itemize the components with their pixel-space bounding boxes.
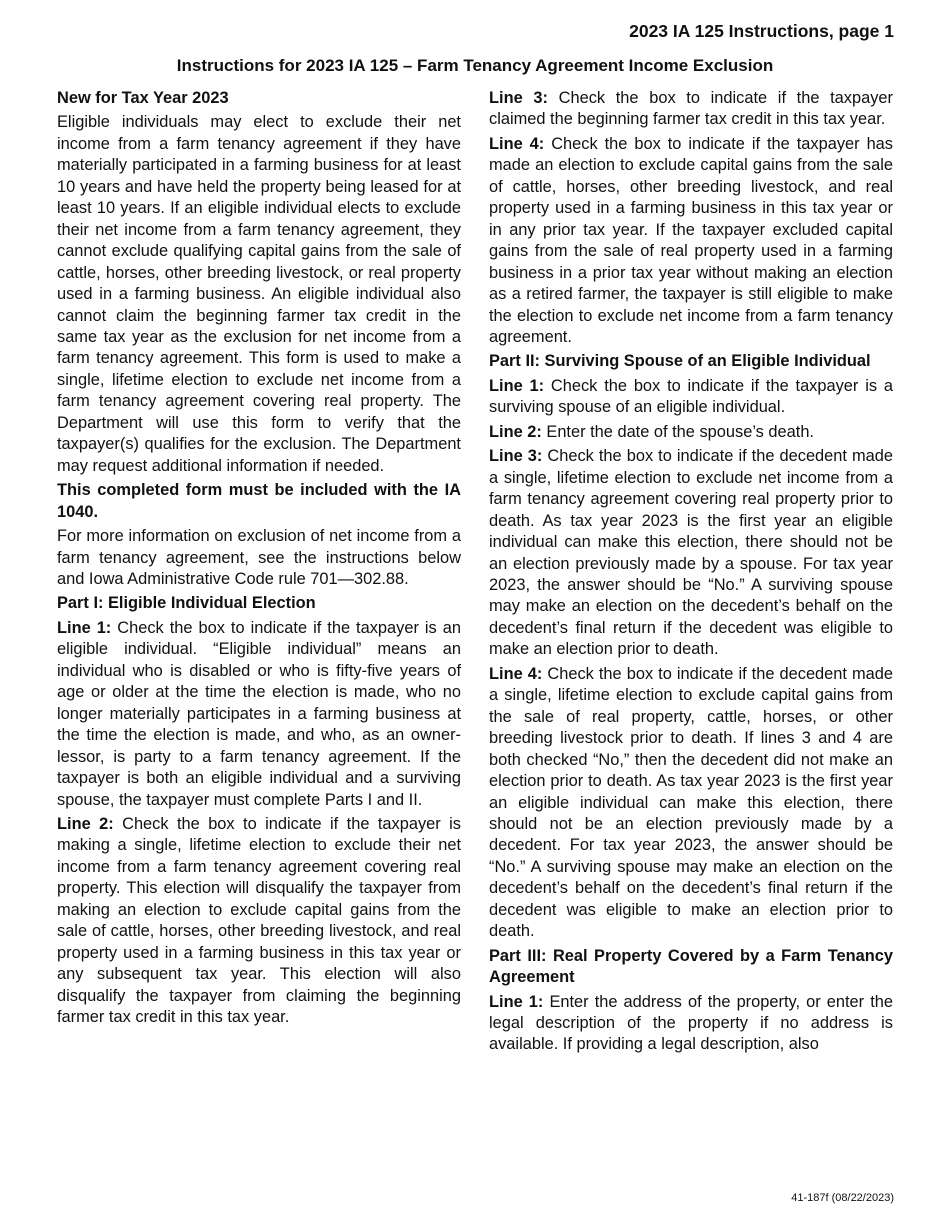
part2-line1-label: Line 1: [489,376,545,395]
part1-line1-paragraph [57,618,461,811]
part1-line2-paragraph [57,814,461,1029]
part2-line1-paragraph [489,376,893,419]
must-include-notice: This completed form must be included with the IA 1040. [57,481,461,521]
part2-line4-text: Check the box to indicate if the decedent made a single, lifetime election to exclude capital gains from the sale of real property, cattle, horses, or other breeding livestock prior to death. If lines 3 and 4 are both checked “No,” then the decedent did not make an election prior to death. As tax year 2023 is the first year an eligible individual can make this election, there should not be an election previously made by a decedent. For tax year 2023, the answer should be “No.” A surviving spouse may make an election on the decedent’s behalf on the decedent’s final return if the decedent was eligible to make an election prior to death. [489,664,894,941]
part3-line1-paragraph [489,992,893,1056]
part1-line1-text: Check the box to indicate if the taxpayer is an eligible individual. “Eligible individual” means an individual who is disabled or who is fifty-five years of age or older at the time the election is made, who no longer materially participates in a farming business at the time the election is made, and who, as an owner-lessor, is party to a farm tenancy agreement. If the taxpayer is both an eligible individual and a surviving spouse, the taxpayer must complete Parts I and II. [57,618,461,809]
part3-line1-text: Enter the address of the property, or enter the legal description of the property if no address is available. If providing a legal description, also [489,992,893,1054]
part1-line2-text: Check the box to indicate if the taxpayer is making a single, lifetime election to exclude their net income from a farm tenancy agreement covering real property. This election will disqualify the taxpayer from making an election to exclude capital gains from the sale of cattle, horses, other breeding livestock, and real property used in a farming business in this tax year or any subsequent tax year. This election will also disqualify the taxpayer from claiming the beginning farmer tax credit in this tax year. [57,814,461,1027]
part2-line3-label: Line 3: [489,447,543,466]
part2-line1-text: Check the box to indicate if the taxpayer is a surviving spouse of an eligible individual. [489,376,893,417]
part1-line2-label: Line 2: [57,814,114,833]
part1-line4-paragraph [489,134,893,349]
part1-line3-paragraph [489,88,893,131]
part2-line2-label: Line 2: [489,422,542,441]
part2-line3-paragraph [489,446,893,661]
part2-line2-text: Enter the date of the spouse’s death. [541,422,814,441]
part1-line3-text: Check the box to indicate if the taxpayer claimed the beginning farmer tax credit in this tax year. [489,89,893,129]
part1-heading: Part I: Eligible Individual Election [57,594,316,613]
part1-line4-label: Line 4: [489,134,545,153]
part1-line1-label: Line 1: [57,618,112,637]
part3-heading: Part III: Real Property Covered by a Farm Tenancy Agreement [489,946,893,987]
part2-line4-paragraph [489,664,893,943]
part2-heading: Part II: Surviving Spouse of an Eligible Individual [489,352,871,371]
right-column [489,88,893,1059]
form-code: 41-187f (08/22/2023) [791,1192,894,1204]
part1-line3-label: Line 3: [489,89,548,107]
part2-line2-paragraph [489,422,893,443]
part1-line4-text: Check the box to indicate if the taxpayer has made an election to exclude capital gains from the sale of cattle, horses, other breeding livestock, and real property used in a farming business in this tax year or in any prior tax year. If the taxpayer excluded capital gains from the sale of real property used in a farming business in a prior tax year without making an election as a retired farmer, the taxpayer is still eligible to make the election to exclude net income from a farm tenancy agreement. [489,134,893,346]
left-column [57,88,461,1031]
new-for-tax-year-heading: New for Tax Year 2023 [57,89,229,107]
part3-line1-label: Line 1: [489,992,544,1011]
document-title: Instructions for 2023 IA 125 – Farm Tenancy Agreement Income Exclusion [176,56,774,75]
intro-paragraph: Eligible individuals may elect to exclude their net income from a farm tenancy agreement if they have materially participated in a farming business for at least 10 years and have held the property being leased for at least 10 years. If an eligible individual elects to exclude their net income from a farm tenancy agreement, they cannot exclude qualifying capital gains from the sale of cattle, horses, other breeding livestock, or real property used in a farming business. An eligible individual also cannot claim the beginning farmer tax credit in the same tax year as the exclusion for net income from a farm tenancy agreement. This form is used to make a single, lifetime election to exclude net income from a farm tenancy agreement covering real property. The Department will use this form to verify that the taxpayer(s) qualifies for the exclusion. The Department may request additional information if needed. [57,113,461,475]
page-label: 2023 IA 125 Instructions, page 1 [629,21,894,41]
part2-line4-label: Line 4: [489,664,543,683]
part2-line3-text: Check the box to indicate if the decedent made a single, lifetime election to exclude net income from a farm tenancy agreement covering real property prior to death. As tax year 2023 is the first year an eligible individual can make this election, there should not be an election previously made by a spouse. For tax year 2023, the answer should be “No.” A surviving spouse may make an election on the decedent’s behalf on the decedent’s final return if the decedent was eligible to make an election prior to death. [489,447,894,659]
more-info-paragraph: For more information on exclusion of net income from a farm tenancy agreement, see the instructions below and Iowa Administrative Code rule 701—302.88. [57,527,461,588]
